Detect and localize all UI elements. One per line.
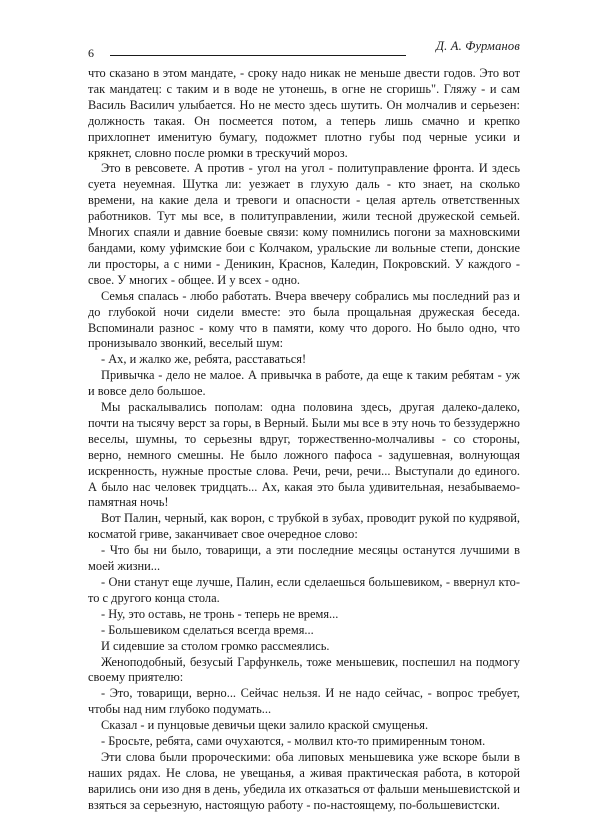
header-rule [110,55,406,56]
page-number: 6 [88,46,94,60]
paragraph: - Ах, и жалко же, ребята, расставаться! [101,352,307,367]
paragraph: Вот Палин, черный, как ворон, с трубкой в зубах, проводит рукой по кудрявой, косматой гриве, заканчивает свое очередное слово: [88,511,520,542]
paragraph: Мы раскалывались пополам: одна половина здесь, другая далеко-далеко, почти на тысячу верст за горы, в Верный. Были мы все в эту ночь то беззудержно веселы, шумны, то серьезны вдруг, торжественно-молчаливы - со стороны, верно, немного смешны. Не было ложного пафоса - задушевная, волнующая искренность, нужные простые слова. Речи, речи, речи... Выступали до единого. А было нас человек тридцать... Ах, какая это была удивительная, незабываемо-памятная ночь! [88,400,520,510]
paragraph: Женоподобный, безусый Гарфункель, тоже меньшевик, поспешил на подмогу своему приятелю: [88,654,520,685]
paragraph: Семья спалась - любо работать. Вчера ввечеру собрались мы последний раз и до глубокой ночи сидели вместе: это была прощальная дружеская беседа. Вспоминали разнос - кому что в памяти, кому что дорого. Но было одно, что пронизывало звонкий, веселый шум: [88,288,520,351]
paragraph: Сказал - и пунцовые девичьи щеки залило краской смущенья. [101,718,429,733]
paragraph: Это в ревсовете. А против - угол на угол - политуправление фронта. И здесь суета неуемная. Шутка ли: уезжает в глухую даль - кто знает, на сколько времени, на какие дела и тревоги и опасности - целая артель ответственных работников. Тут мы все, в политуправлении, жили тесной дружеской семьей. Многих спаяли и давние боевые связи: кому помнились погони за махновскими бандами, кому уфимские бои с Колчаком, уральские ли вольные степи, донские ли просторы, а с ними - Деникин, Краснов, Каледин, Покровский. У каждого - свое. У многих - общее. И у всех - одно. [88,161,520,287]
paragraph: Привычка - дело не малое. А привычка в работе, да еще к таким ребятам - уж и вовсе дело большое. [88,368,520,399]
page-header [88,34,520,58]
paragraph: Эти слова были пророческими: оба липовых меньшевика уже вскоре были в наших рядах. Не слова, не увещанья, а живая практическая работа, в которой варились они изо дня в день, убедила их отказаться от фальши меньшевистской и взяться за серьезную, настоящую работу - по-настоящему, по-большевистски. [88,749,520,812]
paragraph: - Что бы ни было, товарищи, а эти последние месяцы останутся лучшими в моей жизни... [88,543,520,574]
paragraph: - Они станут еще лучше, Палин, если сделаешься большевиком, - ввернул кто-то с другого конца стола. [88,575,520,605]
running-head-author: Д. А. Фурманов [435,39,520,53]
paragraph: И сидевшие за столом громко рассмеялись. [101,638,330,653]
paragraph: - Бросьте, ребята, сами очухаются, - молвил кто-то примиренным тоном. [101,734,486,749]
paragraph: - Это, товарищи, верно... Сейчас нельзя. И не надо сейчас, - вопрос требует, чтобы над ним глубоко подумать... [88,686,520,717]
body-text [88,66,520,814]
paragraph: что сказано в этом мандате, - сроку надо никак не меньше двести годов. Это вот так мандатец: с таким и в воде не утонешь, в огне не сгоришь". Гляжу - и сам Василь Василич улыбается. Но не место здесь шутить. Он молчалив и серьезен: должность такая. Он посмеется потом, а теперь лишь смачно и крепко прихлопнет именитую бумагу, подожмет плотно губы под черные усики и крякнет, словно после рюмки в трескучий мороз. [88,66,520,160]
paragraph: - Ну, это оставь, не тронь - теперь не время... [101,606,339,621]
paragraph: - Большевиком сделаться всегда время... [101,622,314,637]
